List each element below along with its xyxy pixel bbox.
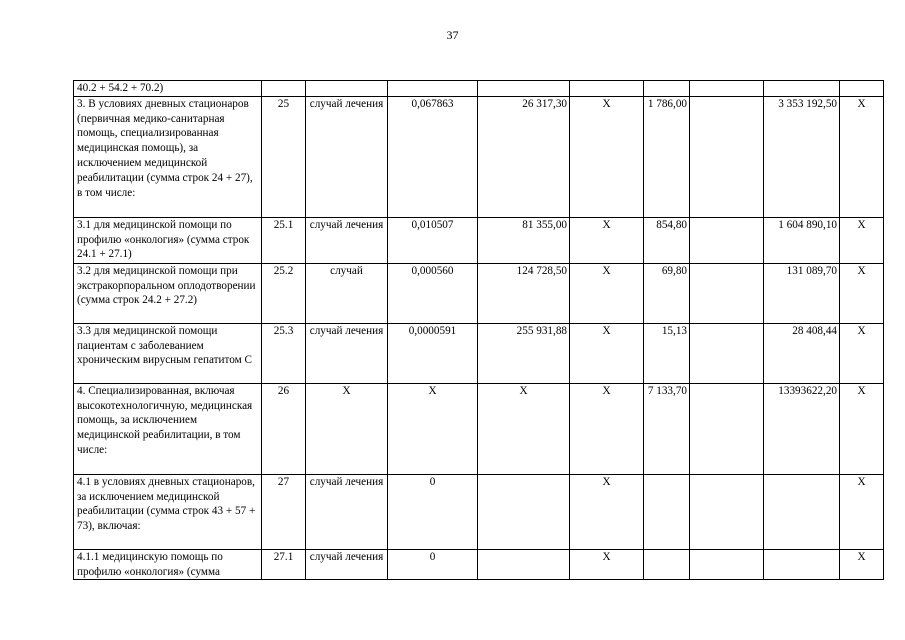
- table-cell: 255 931,88: [478, 323, 570, 383]
- row-label: 3.1 для медицинской помощи по профилю «онкология» (сумма строк 24.1 + 27.1): [74, 217, 262, 263]
- table-cell: Х: [840, 263, 884, 323]
- table-cell: 124 728,50: [478, 263, 570, 323]
- table-row: [74, 474, 884, 549]
- table-row: [74, 549, 884, 580]
- row-label: 3. В условиях дневных стационаров (первичная медико-санитарная помощь, специализированная медицинская помощь), за исключением медицинской реабилитации (сумма строк 24 + 27), в том числе:: [74, 96, 262, 217]
- table-cell: Х: [570, 323, 644, 383]
- table-cell: Х: [840, 474, 884, 549]
- table-cell: [478, 474, 570, 549]
- table-cell: Х: [388, 383, 478, 474]
- table-cell: [262, 81, 306, 97]
- table-cell: [388, 81, 478, 97]
- table-cell: Х: [840, 549, 884, 580]
- table-cell: [690, 549, 764, 580]
- table-cell: 26: [262, 383, 306, 474]
- table-cell: случай лечения: [306, 323, 388, 383]
- table-cell: 25.1: [262, 217, 306, 263]
- table-row: [74, 263, 884, 323]
- row-label: 40.2 + 54.2 + 70.2): [74, 81, 262, 97]
- table-cell: Х: [570, 549, 644, 580]
- table-cell: [690, 217, 764, 263]
- table-cell: 25: [262, 96, 306, 217]
- table-cell: 25.3: [262, 323, 306, 383]
- table-row: [74, 323, 884, 383]
- table-cell: 25.2: [262, 263, 306, 323]
- row-label: 4.1 в условиях дневных стационаров, за исключением медицинской реабилитации (сумма строк 43 + 57 + 73), включая:: [74, 474, 262, 549]
- table-cell: [764, 81, 840, 97]
- table-cell: 28 408,44: [764, 323, 840, 383]
- table-cell: [644, 549, 690, 580]
- table-cell: [690, 474, 764, 549]
- table-cell: [764, 474, 840, 549]
- table-cell: 0,0000591: [388, 323, 478, 383]
- table-cell: 69,80: [644, 263, 690, 323]
- table-cell: [644, 81, 690, 97]
- table-row: [74, 217, 884, 263]
- table-cell: Х: [570, 474, 644, 549]
- table-cell: Х: [570, 263, 644, 323]
- table-cell: Х: [570, 383, 644, 474]
- data-table: [73, 80, 884, 580]
- table-cell: [840, 81, 884, 97]
- row-label: 3.3 для медицинской помощи пациентам с заболеванием хроническим вирусным гепатитом С: [74, 323, 262, 383]
- table-cell: Х: [478, 383, 570, 474]
- table-cell: Х: [840, 383, 884, 474]
- table-cell: 27: [262, 474, 306, 549]
- table-cell: [478, 549, 570, 580]
- table-cell: 0,000560: [388, 263, 478, 323]
- table-cell: 0,067863: [388, 96, 478, 217]
- table-cell: [644, 474, 690, 549]
- table-cell: 0: [388, 549, 478, 580]
- table-cell: 7 133,70: [644, 383, 690, 474]
- table-cell: 854,80: [644, 217, 690, 263]
- table-cell: [690, 263, 764, 323]
- table-row: [74, 383, 884, 474]
- table-cell: 26 317,30: [478, 96, 570, 217]
- table-cell: [478, 81, 570, 97]
- table-cell: [306, 81, 388, 97]
- table-cell: 81 355,00: [478, 217, 570, 263]
- table-row: [74, 81, 884, 97]
- table-cell: 0,010507: [388, 217, 478, 263]
- table-cell: 131 089,70: [764, 263, 840, 323]
- row-label: 4. Специализированная, включая высокотехнологичную, медицинская помощь, за исключением медицинской реабилитации, в том числе:: [74, 383, 262, 474]
- table-cell: [764, 549, 840, 580]
- table-cell: Х: [570, 217, 644, 263]
- table-cell: [690, 96, 764, 217]
- table-cell: случай лечения: [306, 549, 388, 580]
- table-cell: Х: [840, 96, 884, 217]
- table-cell: 13393622,20: [764, 383, 840, 474]
- table-cell: Х: [306, 383, 388, 474]
- table-cell: Х: [840, 323, 884, 383]
- table-cell: случай лечения: [306, 96, 388, 217]
- table-cell: [690, 323, 764, 383]
- table-cell: 3 353 192,50: [764, 96, 840, 217]
- table-cell: 0: [388, 474, 478, 549]
- table-cell: 1 786,00: [644, 96, 690, 217]
- table-cell: Х: [570, 96, 644, 217]
- table-cell: случай: [306, 263, 388, 323]
- table-cell: [690, 383, 764, 474]
- table-cell: [570, 81, 644, 97]
- row-label: 3.2 для медицинской помощи при экстракорпоральном оплодотворении (сумма строк 24.2 + 27.2): [74, 263, 262, 323]
- table-cell: 15,13: [644, 323, 690, 383]
- table-row: [74, 96, 884, 217]
- table-cell: случай лечения: [306, 217, 388, 263]
- table-cell: 1 604 890,10: [764, 217, 840, 263]
- table-cell: случай лечения: [306, 474, 388, 549]
- table-cell: 27.1: [262, 549, 306, 580]
- table-cell: [690, 81, 764, 97]
- row-label: 4.1.1 медицинскую помощь по профилю «онкология» (сумма: [74, 549, 262, 580]
- table-cell: Х: [840, 217, 884, 263]
- page-number: 37: [446, 28, 459, 42]
